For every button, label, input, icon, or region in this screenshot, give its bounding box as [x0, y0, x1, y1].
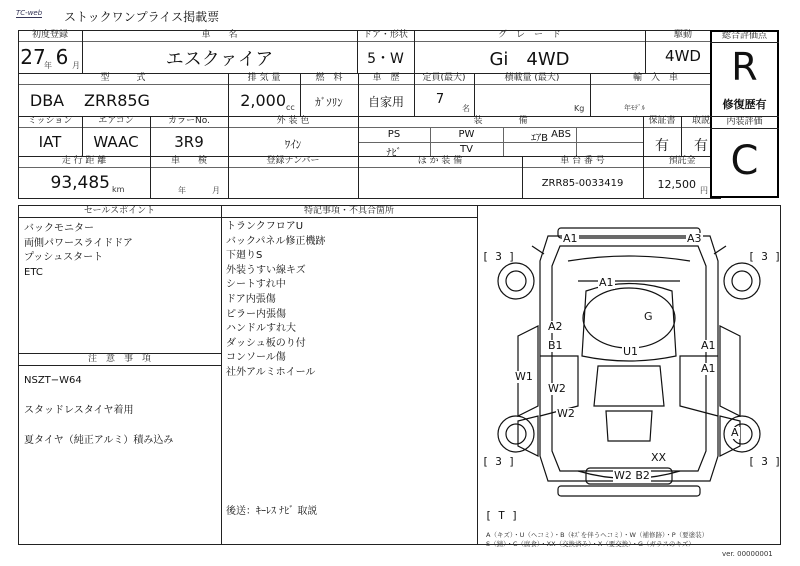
- history-label: 車 歴: [372, 73, 400, 83]
- color-no-label: カラーNo.: [168, 116, 210, 126]
- page-title: ストックワンプライス掲載票: [64, 10, 220, 24]
- damage-marker: W2 B2: [614, 469, 650, 482]
- equip-navi: ﾅﾋﾞ: [386, 148, 402, 159]
- damage-marker: A2: [548, 320, 563, 333]
- warranty-label: 保証書: [648, 116, 676, 126]
- list-item: シートすれ中: [226, 279, 286, 291]
- list-item: ピラー内張傷: [226, 308, 286, 320]
- aircon: WAAC: [93, 133, 139, 151]
- list-item: ドア内張傷: [226, 293, 276, 305]
- equip-airbag: ｴｱB: [531, 133, 548, 144]
- sales-points-label: セールスポイント: [83, 206, 156, 216]
- damage-marker: A: [731, 426, 739, 439]
- model-label: 型 式: [100, 73, 146, 83]
- equip-abs: ABS: [551, 129, 571, 140]
- mileage: 93,485: [50, 173, 110, 193]
- insp-year-unit: 年: [178, 186, 186, 195]
- defects-footer: 後送：ｷｰﾚｽ ﾅﾋﾞ 取説: [226, 506, 318, 517]
- manual: 有: [694, 138, 708, 154]
- notes-list: [24, 373, 173, 448]
- displacement-label: 排 気 量: [247, 73, 281, 83]
- ext-color-label: 外 装 色: [276, 116, 310, 126]
- list-item: プッシュスタート: [24, 252, 104, 264]
- list-item: 下廻りS: [226, 250, 263, 262]
- capacity-label: 定員(最大): [422, 73, 466, 83]
- equipment-label: 装 備: [473, 116, 528, 126]
- model: ZRR85G: [84, 91, 150, 110]
- first-reg-label: 初度登録: [31, 30, 68, 40]
- grade-label: グ レ ー ド: [497, 30, 561, 40]
- list-item: バックモニター: [24, 223, 94, 234]
- load-label: 積載量 (最大): [504, 73, 560, 83]
- list-item: 夏タイヤ（純正アルミ）積み込み: [24, 435, 174, 446]
- reg-year-unit: 年: [44, 61, 52, 70]
- car-name-label: 車 名: [201, 30, 238, 40]
- reserve-price-label: 預託金: [668, 156, 696, 166]
- overall-grade: R: [731, 45, 758, 89]
- insp-month-unit: 月: [212, 186, 220, 195]
- import-unit: 年ﾓﾃﾞﾙ: [624, 104, 645, 112]
- damage-marker: A1: [563, 232, 578, 245]
- displacement-unit: cc: [286, 103, 295, 112]
- list-item: コンソール傷: [226, 352, 286, 364]
- interior-grade: C: [730, 138, 759, 184]
- list-item: 社外アルミホイール: [226, 366, 316, 378]
- list-item: 外装うすい線キズ: [226, 264, 306, 276]
- displacement: 2,000: [240, 91, 286, 110]
- sales-points-list: [24, 222, 133, 280]
- defects-list: [226, 220, 325, 381]
- aircon-label: エアコン: [98, 116, 134, 126]
- list-item: ダッシュ板のり付: [226, 337, 306, 349]
- capacity-unit: 名: [462, 104, 470, 113]
- list-item: ETC: [24, 266, 43, 278]
- damage-marker: XX: [651, 451, 667, 464]
- tire-mark-rear-left: [ 3 ]: [482, 455, 516, 468]
- interior-grade-label: 内装評価: [726, 117, 763, 127]
- logo: TC-web: [16, 9, 43, 17]
- damage-marker: W2: [548, 382, 566, 395]
- reserve-unit: 円: [700, 186, 708, 195]
- damage-marker: B1: [548, 339, 563, 352]
- damage-marker: A1: [701, 362, 716, 375]
- warranty: 有: [655, 138, 669, 154]
- equip-pw: PW: [458, 129, 475, 140]
- manual-label: 取説: [691, 116, 710, 126]
- damage-marker: W2: [557, 407, 575, 420]
- defects-label: 特記事項・不具合箇所: [303, 206, 394, 216]
- damage-marker: A1: [701, 339, 716, 352]
- import-label: 輸 入 車: [632, 73, 678, 83]
- damage-marker: A3: [687, 232, 702, 245]
- notes-label: 注 意 事 項: [87, 354, 151, 364]
- overall-grade-label: 総合評価点: [721, 31, 767, 41]
- inspection-label: 車 検: [170, 156, 207, 166]
- damage-marker: W1: [515, 370, 533, 383]
- mission-label: ミッション: [27, 116, 73, 126]
- reg-no-label: 登録ナンバー: [266, 156, 320, 166]
- drive: 4WD: [665, 47, 701, 65]
- damage-marker: G: [644, 310, 653, 323]
- reg-year: 27: [20, 45, 46, 69]
- mileage-unit: km: [112, 185, 125, 194]
- equip-tv: TV: [460, 144, 473, 155]
- tire-mark-front-right: [ 3 ]: [748, 250, 782, 263]
- damage-legend-line-1: A（キズ）・U（ヘコミ）・B（ｷｽﾞを伴うヘコミ）・W（補修跡）・P（要塗装）: [486, 531, 709, 539]
- damage-marker: U1: [623, 345, 639, 358]
- damage-marker: A1: [599, 276, 614, 289]
- list-item: 両側パワースライドドア: [24, 237, 133, 249]
- fuel: ｶﾞｿﾘﾝ: [315, 96, 343, 109]
- history: 自家用: [367, 95, 404, 109]
- list-item: バックパネル修正機跡: [226, 235, 326, 247]
- list-item: [24, 418, 173, 433]
- ext-color: ﾜｲﾝ: [284, 138, 302, 151]
- door-type-label: ドア・形状: [363, 30, 408, 40]
- mission: IAT: [38, 133, 62, 151]
- list-item: スタッドレスタイヤ着用: [24, 405, 134, 416]
- overall-grade-caption: 修復歴有: [722, 98, 767, 111]
- reg-month: 6: [55, 45, 69, 69]
- mileage-label: 走 行 距 離: [61, 156, 107, 166]
- model-prefix: DBA: [29, 91, 65, 110]
- equip-ps: PS: [387, 129, 401, 140]
- tire-mark-rear-right: [ 3 ]: [748, 455, 782, 468]
- list-item: トランクフロアU: [226, 221, 304, 232]
- load-unit: Kg: [574, 104, 585, 113]
- car-name: エスクァイア: [165, 49, 274, 70]
- other-equipment-label: ほ か 装 備: [417, 156, 463, 166]
- reserve-price: 12,500: [657, 178, 696, 191]
- version: ver. 00000001: [722, 550, 773, 558]
- list-item: NSZT−W64: [24, 375, 82, 386]
- list-item: ハンドルすれ大: [226, 323, 296, 335]
- fuel-label: 燃 料: [315, 73, 343, 83]
- grade: Gi 4WD: [489, 49, 570, 70]
- t-mark: [ T ]: [485, 509, 519, 522]
- drive-label: 駆動: [673, 30, 692, 40]
- capacity: 7: [435, 92, 445, 107]
- color-no: 3R9: [174, 133, 204, 151]
- list-item: [24, 388, 173, 403]
- chassis-no: ZRR85-0033419: [541, 178, 624, 189]
- door-type: 5・W: [367, 51, 404, 67]
- chassis-no-label: 車 台 番 号: [560, 156, 605, 166]
- tire-mark-front-left: [ 3 ]: [482, 250, 516, 263]
- reg-month-unit: 月: [72, 61, 80, 70]
- damage-legend-line-2: S（錆）・C（腐食）・XX（交換済み）・X（要交換）・G（ガラスのキズ）: [486, 540, 695, 548]
